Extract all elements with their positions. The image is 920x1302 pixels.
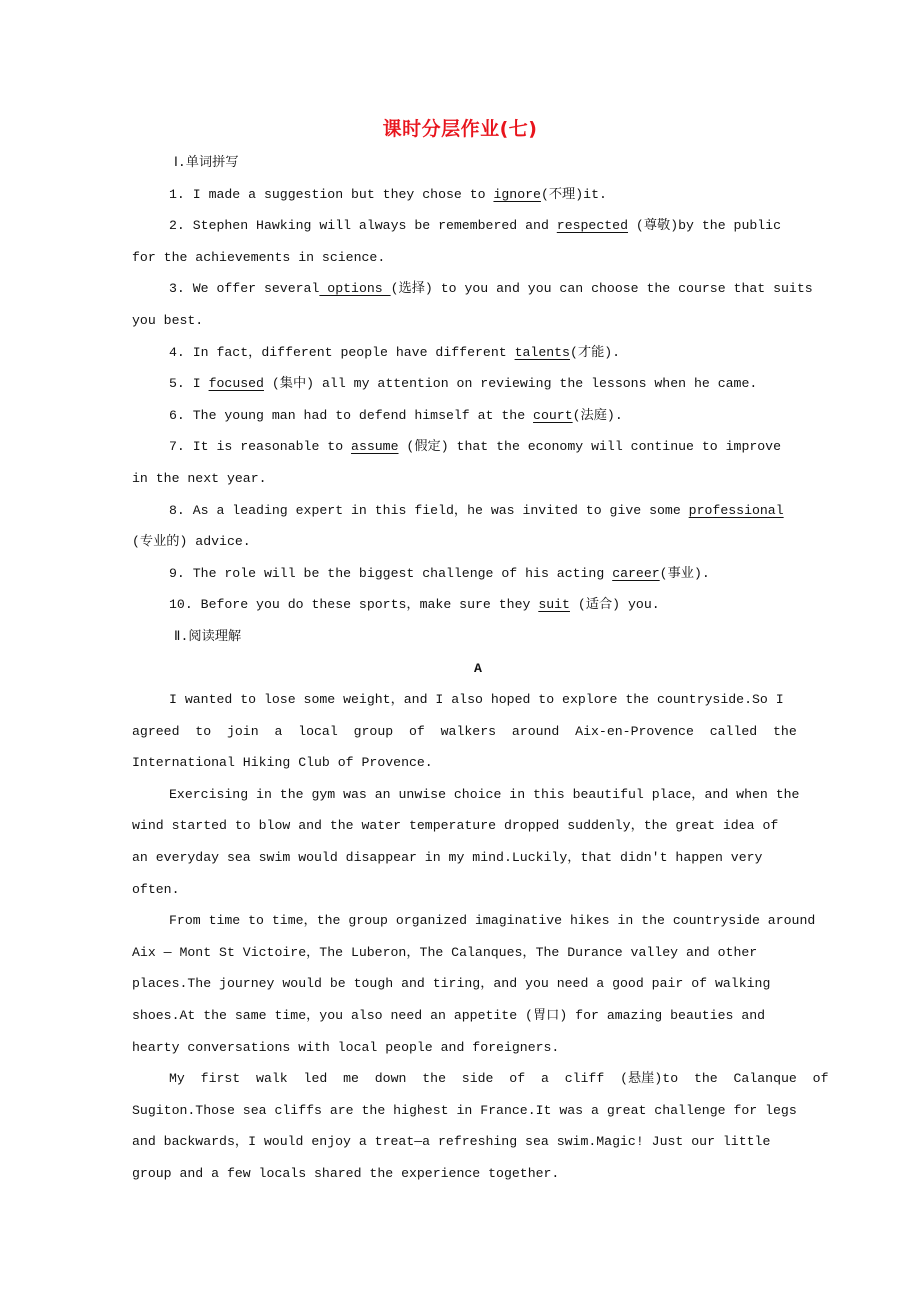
text-line bbox=[132, 405, 842, 437]
text-segment: (不理)it. bbox=[540, 186, 607, 202]
text-line bbox=[132, 1163, 842, 1195]
text-segment: From time to time，the group organized imaginative hikes in the countryside around bbox=[169, 913, 816, 929]
text-segment: 10. Before you do these sports，make sure they bbox=[169, 597, 539, 613]
paragraph bbox=[132, 689, 842, 784]
text-line bbox=[132, 752, 842, 784]
answer-blank: court bbox=[533, 407, 573, 423]
answer-blank: talents bbox=[514, 344, 570, 360]
paragraph bbox=[132, 784, 842, 910]
text-segment: 1. I made a suggestion but they chose to bbox=[169, 186, 494, 202]
text-line bbox=[132, 1005, 842, 1037]
text-segment: Ⅱ.阅读理解 bbox=[174, 628, 242, 644]
text-line bbox=[132, 1131, 842, 1163]
text-segment: (专业的) advice. bbox=[132, 534, 251, 550]
paragraph bbox=[132, 563, 842, 595]
text-segment: an everyday sea swim would disappear in my mind.Luckily，that didn't happen very bbox=[132, 850, 763, 866]
text-line bbox=[132, 563, 842, 595]
text-line bbox=[132, 594, 842, 626]
paragraph bbox=[132, 215, 842, 278]
text-line bbox=[132, 910, 842, 942]
answer-blank: focused bbox=[208, 376, 264, 392]
text-segment: agreed to join a local group of walkers around Aix-en-Provence called the bbox=[132, 723, 797, 739]
text-segment: (才能). bbox=[569, 344, 621, 360]
text-line bbox=[132, 152, 842, 184]
text-segment: Sugiton.Those sea cliffs are the highest in France.It was a great challenge for legs bbox=[132, 1102, 797, 1118]
text-segment: Exercising in the gym was an unwise choice in this beautiful place，and when the bbox=[169, 786, 800, 802]
text-segment: 4. In fact，different people have different bbox=[169, 344, 515, 360]
paragraph bbox=[132, 910, 842, 1068]
text-line bbox=[132, 847, 842, 879]
answer-blank: professional bbox=[688, 502, 784, 518]
text-segment: group and a few locals shared the experience together. bbox=[132, 1166, 560, 1181]
text-segment: My first walk led me down the side of a cliff (悬崖)to the Calanque of bbox=[169, 1071, 829, 1087]
text-line bbox=[132, 784, 842, 816]
paragraph bbox=[132, 594, 842, 626]
text-segment: 3. We offer several bbox=[169, 281, 320, 297]
text-segment: I wanted to lose some weight，and I also hoped to explore the countryside.So I bbox=[169, 692, 784, 708]
text-line bbox=[132, 626, 842, 658]
answer-blank: ignore bbox=[493, 186, 541, 202]
text-segment: (法庭). bbox=[572, 407, 623, 423]
text-segment: A bbox=[474, 660, 482, 676]
text-segment: 7. It is reasonable to bbox=[169, 439, 352, 455]
text-segment: (适合) you. bbox=[569, 597, 660, 613]
text-line bbox=[132, 247, 842, 279]
text-segment: Ⅰ.单词拼写 bbox=[174, 155, 239, 170]
text-segment: (事业). bbox=[659, 565, 710, 581]
text-line bbox=[132, 879, 842, 911]
answer-blank: career bbox=[612, 565, 660, 581]
text-line bbox=[132, 1068, 842, 1100]
text-line bbox=[132, 373, 842, 405]
text-line bbox=[132, 721, 842, 753]
text-line bbox=[132, 942, 842, 974]
text-segment: (假定) that the economy will continue to improve bbox=[398, 439, 782, 455]
answer-blank: assume bbox=[351, 439, 399, 455]
text-line bbox=[132, 468, 842, 500]
answer-blank: respected bbox=[556, 218, 629, 234]
text-line bbox=[132, 973, 842, 1005]
text-line bbox=[132, 531, 842, 563]
text-line bbox=[132, 815, 842, 847]
answer-blank: suit bbox=[538, 597, 570, 613]
text-segment: (尊敬)by the public bbox=[628, 218, 782, 234]
text-line bbox=[132, 1037, 842, 1069]
section-heading bbox=[132, 626, 842, 658]
text-segment: International Hiking Club of Provence. bbox=[132, 755, 433, 771]
text-segment: and backwards，I would enjoy a treat—a refreshing sea swim.Magic! Just our little bbox=[132, 1134, 771, 1150]
text-segment: (选择) to you and you can choose the course that suits bbox=[390, 281, 813, 297]
section-heading bbox=[132, 152, 842, 184]
text-segment: you best. bbox=[132, 312, 204, 328]
text-segment: wind started to blow and the water temperature dropped suddenly，the great idea of bbox=[132, 818, 779, 834]
text-line bbox=[132, 184, 842, 216]
text-line bbox=[132, 278, 842, 310]
text-line bbox=[132, 342, 842, 374]
paragraph bbox=[132, 436, 842, 499]
paragraph bbox=[132, 500, 842, 563]
paragraph bbox=[132, 373, 842, 405]
document-body bbox=[132, 152, 842, 1195]
page-title: 课时分层作业(七) bbox=[382, 118, 538, 140]
text-segment: hearty conversations with local people and foreigners. bbox=[132, 1039, 560, 1055]
text-segment: places.The journey would be tough and tiring，and you need a good pair of walking bbox=[132, 976, 771, 992]
passage-label bbox=[132, 658, 842, 690]
text-segment: for the achievements in science. bbox=[132, 249, 386, 265]
paragraph bbox=[132, 184, 842, 216]
text-segment: 8. As a leading expert in this field，he was invited to give some bbox=[169, 502, 689, 518]
text-line bbox=[132, 215, 842, 247]
text-line bbox=[132, 658, 824, 690]
text-line bbox=[132, 310, 842, 342]
text-line bbox=[132, 500, 842, 532]
paragraph bbox=[132, 342, 842, 374]
text-segment: 5. I bbox=[169, 376, 209, 392]
text-line bbox=[132, 689, 842, 721]
paragraph bbox=[132, 278, 842, 341]
text-segment: 6. The young man had to defend himself at the bbox=[169, 407, 534, 423]
text-segment: shoes.At the same time，you also need an appetite (胃口) for amazing beauties and bbox=[132, 1008, 766, 1024]
paragraph bbox=[132, 405, 842, 437]
text-line bbox=[132, 436, 842, 468]
text-segment: 2. Stephen Hawking will always be remembered and bbox=[169, 218, 557, 234]
text-segment: often. bbox=[132, 881, 180, 897]
text-segment: (集中) all my attention on reviewing the lessons when he came. bbox=[263, 376, 758, 392]
text-segment: Aix — Mont St Victoire，The Luberon，The Calanques，The Durance valley and other bbox=[132, 944, 758, 960]
text-segment: in the next year. bbox=[132, 470, 267, 486]
paragraph bbox=[132, 1068, 842, 1194]
text-line bbox=[132, 1100, 842, 1132]
answer-blank: options bbox=[319, 281, 391, 297]
text-segment: 9. The role will be the biggest challenge of his acting bbox=[169, 565, 613, 581]
